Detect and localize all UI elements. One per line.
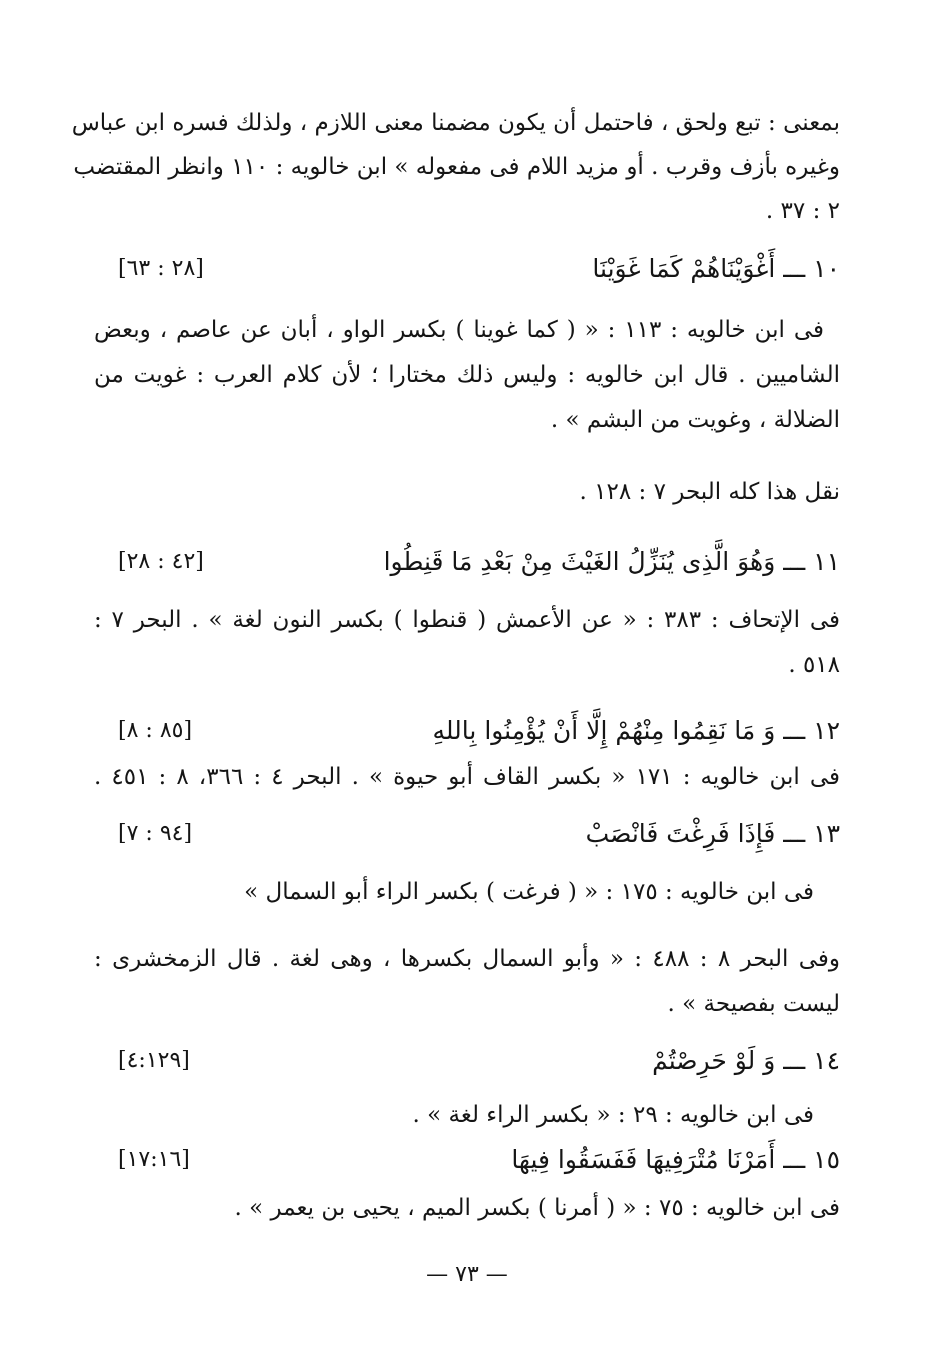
text-line: فى الإتحاف : ٣٨٣ : « عن الأعمش ( قنطوا ) بكسر النون لغة » . البحر ٧ : [94,607,841,633]
verse-reference: [٨٥ : ٨] [118,718,193,743]
verse-15: ١٥ ـــ أَمَرْنَا مُتْرَفِيهَا فَفَسَقُوا فِيهَا [511,1145,840,1174]
text-line: فى ابن خالويه : ٢٩ : « بكسر الراء لغة » . [412,1102,814,1128]
verse-14: ١٤ ـــ وَ لَوْ حَرِصْتُمْ [652,1046,840,1075]
text-line: فى ابن خالويه : ١١٣ : « ( كما غوينا ) بكسر الواو ، أبان عن عاصم ، وبعض [94,317,824,343]
verse-reference: [١٧:١٦] [118,1147,190,1172]
verse-13: ١٣ ـــ فَإِذَا فَرِغْتَ فَانْصَبْ [585,819,840,848]
text-line: فى ابن خالويه : ١٧١ « بكسر القاف أبو حيوة » . البحر ٤ : ٣٦٦، ٨ : ٤٥١ . [94,764,840,790]
verse-reference: [٤٢ : ٢٨] [118,549,204,574]
text-line: ٢ : ٣٧ . [765,198,840,224]
verse-11: ١١ ـــ وَهُوَ الَّذِى يُنَزِّلُ الغَيْثَ مِنْ بَعْدِ مَا قَنِطُوا [383,547,840,576]
text-line: وغيره بأزف وقرب . أو مزيد اللام فى مفعوله » ابن خالويه : ١١٠ وانظر المقتضب [73,154,840,180]
text-line: الشاميين . قال ابن خالويه : وليس ذلك مختارا ؛ لأن كلام العرب : غويت من [94,362,840,388]
verse-reference: [٩٤ : ٧] [118,821,193,846]
page-number: — ٧٣ — [426,1262,508,1287]
text-line: فى ابن خالويه : ٧٥ : « ( أمرنا ) بكسر الميم ، يحيى بن يعمر » . [234,1195,840,1221]
verse-reference: [٤:١٢٩] [118,1048,190,1073]
verse-12: ١٢ ـــ وَ مَا نَقِمُوا مِنْهُمْ إِلَّا أَنْ يُؤْمِنُوا بِاللهِ [432,716,840,745]
text-line: نقل هذا كله البحر ٧ : ١٢٨ . [579,479,840,505]
text-line: ٥١٨ . [788,652,840,678]
verse-reference: [٢٨ : ٦٣] [118,256,204,281]
text-line: الضلالة ، وغويت من البشم » . [550,407,840,433]
text-line: بمعنى : تبع ولحق ، فاحتمل أن يكون مضمنا معنى اللازم ، ولذلك فسره ابن عباس [71,110,840,136]
text-line: ليست بفصيحة » . [667,991,840,1017]
verse-10: ١٠ ـــ أَغْوَيْنَاهُمْ كَمَا غَوَيْنَا [592,254,840,283]
text-line: فى ابن خالويه : ١٧٥ : « ( فرغت ) بكسر الراء أبو السمال » [244,879,814,905]
text-line: وفى البحر ٨ : ٤٨٨ : « وأبو السمال بكسرها ، وهى لغة . قال الزمخشرى : [94,946,840,972]
